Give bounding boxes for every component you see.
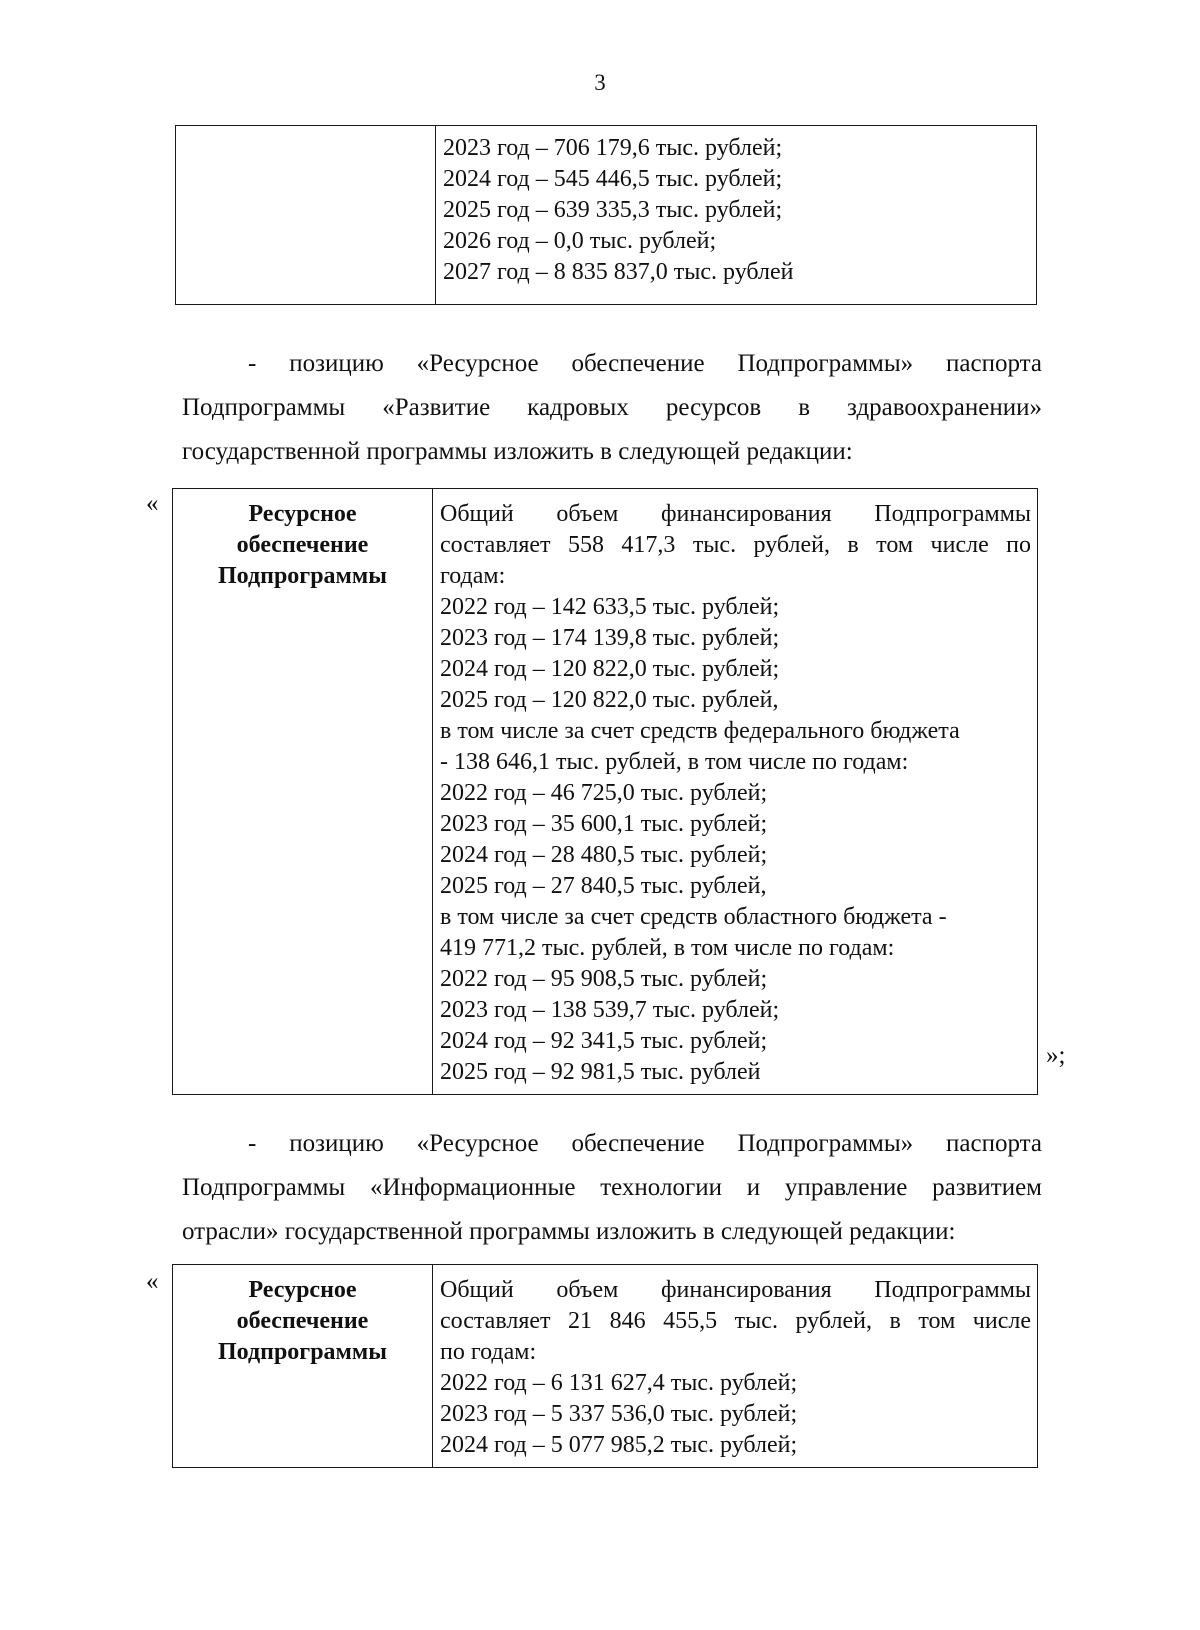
funding-line: 2023 год – 5 337 536,0 тыс. рублей;: [440, 1401, 798, 1427]
funding-line: 2022 год – 46 725,0 тыс. рублей;: [440, 780, 768, 806]
open-quote: «: [146, 490, 159, 517]
paragraph-line: - позицию «Ресурсное обеспечение Подпрограммы» паспорта: [248, 350, 1042, 377]
funding-table-hr-resources: [172, 488, 1038, 1095]
table-row: [176, 126, 1037, 305]
table-row: [173, 489, 1038, 1095]
funding-line: годам:: [440, 563, 506, 589]
table-label-cell: [173, 489, 433, 1095]
funding-line: 2024 год – 120 822,0 тыс. рублей;: [440, 656, 780, 682]
label-line: Подпрограммы: [218, 563, 387, 589]
funding-line: 2023 год – 35 600,1 тыс. рублей;: [440, 811, 768, 837]
funding-line: 2022 год – 95 908,5 тыс. рублей;: [440, 966, 768, 992]
funding-line: 2025 год – 120 822,0 тыс. рублей,: [440, 687, 779, 713]
funding-line: 2023 год – 138 539,7 тыс. рублей;: [440, 997, 780, 1023]
funding-line: 2024 год – 92 341,5 тыс. рублей;: [440, 1028, 768, 1054]
label-line: Ресурсное: [248, 501, 357, 527]
funding-line: 419 771,2 тыс. рублей, в том числе по годам:: [440, 935, 895, 961]
label-line: Ресурсное: [248, 1277, 357, 1303]
funding-line: 2025 год – 92 981,5 тыс. рублей: [440, 1059, 761, 1085]
funding-line: Общий объем финансирования Подпрограммы: [440, 1277, 1031, 1303]
funding-line: 2023 год – 706 179,6 тыс. рублей;: [443, 135, 783, 161]
funding-line: 2023 год – 174 139,8 тыс. рублей;: [440, 625, 780, 651]
funding-line: 2022 год – 142 633,5 тыс. рублей;: [440, 594, 780, 620]
funding-line: 2025 год – 639 335,3 тыс. рублей;: [443, 197, 783, 223]
instruction-paragraph-2: [182, 1122, 1042, 1254]
table-label-cell: [176, 126, 436, 305]
table-value-cell: [433, 489, 1038, 1095]
funding-line: 2026 год – 0,0 тыс. рублей;: [443, 228, 717, 254]
label-line: обеспечение: [236, 1308, 369, 1334]
table-value-cell: [433, 1265, 1038, 1468]
paragraph-line: отрасли» государственной программы изложить в следующей редакции:: [182, 1218, 956, 1245]
paragraph-line: Подпрограммы «Развитие кадровых ресурсов в здравоохранении»: [182, 394, 1042, 421]
table-label-cell: [173, 1265, 433, 1468]
funding-line: 2024 год – 5 077 985,2 тыс. рублей;: [440, 1432, 798, 1458]
label-line: Подпрограммы: [218, 1339, 387, 1365]
funding-line: - 138 646,1 тыс. рублей, в том числе по годам:: [440, 749, 909, 775]
funding-line: в том числе за счет средств федерального бюджета: [440, 718, 960, 744]
funding-line: по годам:: [440, 1339, 537, 1365]
funding-line: Общий объем финансирования Подпрограммы: [440, 501, 1031, 527]
label-line: обеспечение: [236, 532, 369, 558]
page-number: 3: [594, 70, 606, 95]
close-quote: »;: [1046, 1042, 1066, 1069]
paragraph-line: государственной программы изложить в следующей редакции:: [182, 438, 853, 465]
paragraph-line: Подпрограммы «Информационные технологии и управление развитием: [182, 1174, 1042, 1201]
funding-table-continuation: [175, 125, 1037, 305]
funding-line: в том числе за счет средств областного бюджета -: [440, 904, 947, 930]
funding-line: составляет 21 846 455,5 тыс. рублей, в том числе: [440, 1308, 1031, 1334]
funding-line: 2024 год – 545 446,5 тыс. рублей;: [443, 166, 783, 192]
funding-line: 2024 год – 28 480,5 тыс. рублей;: [440, 842, 768, 868]
table-value-cell: [436, 126, 1037, 305]
funding-line: 2027 год – 8 835 837,0 тыс. рублей: [443, 259, 794, 285]
paragraph-line: - позицию «Ресурсное обеспечение Подпрограммы» паспорта: [248, 1130, 1042, 1157]
funding-line: составляет 558 417,3 тыс. рублей, в том числе по: [440, 532, 1031, 558]
open-quote: «: [146, 1268, 159, 1295]
table-row: [173, 1265, 1038, 1468]
funding-table-it-management: [172, 1264, 1038, 1468]
instruction-paragraph-1: [182, 342, 1042, 474]
funding-line: 2025 год – 27 840,5 тыс. рублей,: [440, 873, 767, 899]
funding-line: 2022 год – 6 131 627,4 тыс. рублей;: [440, 1370, 798, 1396]
